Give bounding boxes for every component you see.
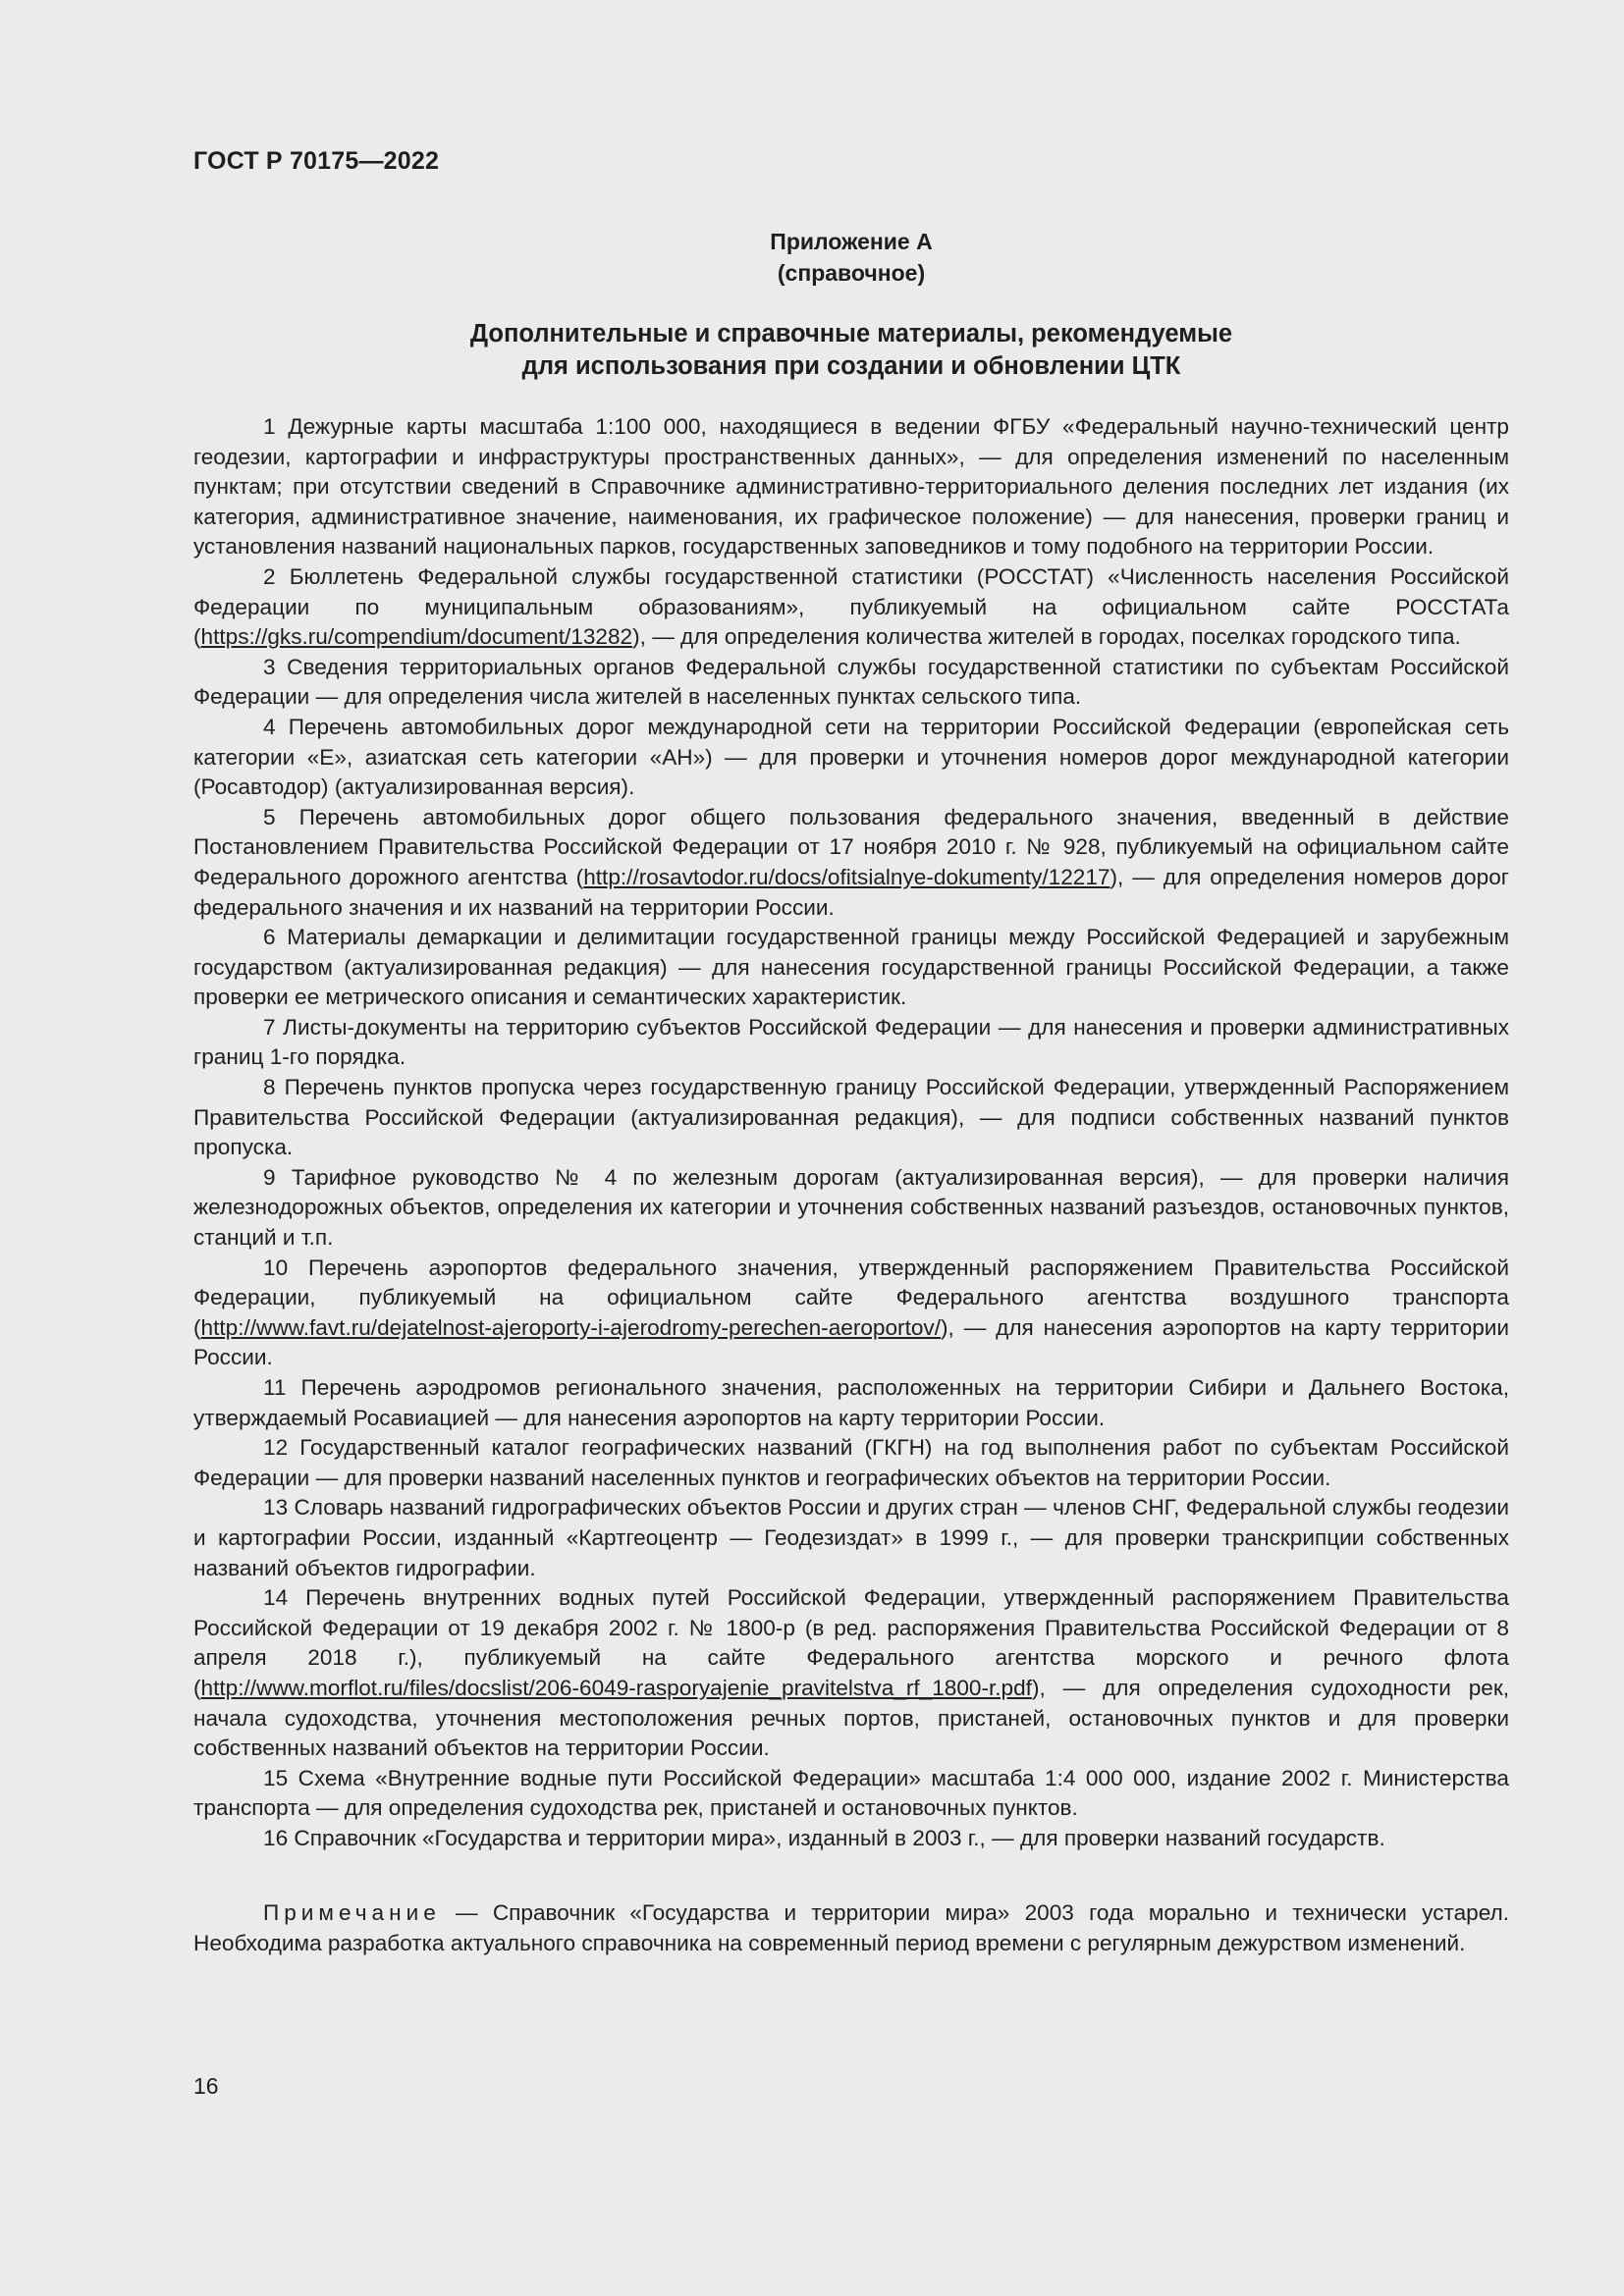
appendix-heading bbox=[193, 226, 1509, 289]
reference-item bbox=[193, 1254, 1509, 1373]
reference-item: 9 Тарифное руководство № 4 по железным дорогам (актуализированная версия), — для проверки наличия железнодорожных объектов, определения их категории и уточнения собственных названий разъездов, остановочных пунктов, станций и т.п. bbox=[193, 1164, 1509, 1251]
reference-item: 3 Сведения территориальных органов Федеральной службы государственной статистики по субъектам Российской Федерации — для определения числа жителей в населенных пунктах сельского типа. bbox=[193, 654, 1509, 710]
document-code: ГОСТ Р 70175—2022 bbox=[193, 147, 440, 175]
note bbox=[193, 1898, 1509, 1958]
reference-link[interactable]: http://www.morflot.ru/files/docslist/206-6049-rasporyajenie_pravitelstva_rf_1800-r.pdf bbox=[200, 1675, 1032, 1700]
appendix-title-line-1: Дополнительные и справочные материалы, рекомендуемые bbox=[469, 320, 1233, 347]
reference-item: 11 Перечень аэродромов регионального значения, расположенных на территории Сибири и Дальнего Востока, утверждаемый Росавиацией — для нанесения аэропортов на карту территории России. bbox=[193, 1375, 1509, 1430]
appendix-title-line-2: для использования при создании и обновлении ЦТК bbox=[521, 352, 1181, 380]
reference-item: 16 Справочник «Государства и территории мира», изданный в 2003 г., — для проверки названий государств. bbox=[263, 1825, 1385, 1850]
reference-item: 8 Перечень пунктов пропуска через государственную границу Российской Федерации, утвержденный Распоряжением Правительства Российской Федерации (актуализированная редакция), — для подписи собственных названий пунктов пропуска. bbox=[193, 1075, 1509, 1160]
reference-item-text: ), — для определения судоходности рек, начала судоходства, уточнения местоположения речных портов, пристаней, остановочных пунктов и для проверки собственных названий объектов на территории России. bbox=[193, 1675, 1509, 1761]
appendix-label: Приложение А bbox=[770, 229, 933, 254]
reference-item-text: 5 Перечень автомобильных дорог общего пользования федерального значения, введенный в действие Постановлением Правительства Российской Федерации от 17 ноября 2010 г. № 928, публикуемый на официальном сайте Федерального дорожного агентства ( bbox=[193, 804, 1509, 889]
note-text: — Справочник «Государства и территории мира» 2003 года морально и технически устарел. Необходима разработка актуального справочника на современный период времени с регулярным дежурством изменений. bbox=[193, 1900, 1509, 1955]
reference-link[interactable]: http://www.favt.ru/dejatelnost-ajeroporty-i-ajerodromy-perechen-aeroportov/ bbox=[200, 1314, 942, 1340]
note-label: Примечание bbox=[263, 1900, 441, 1925]
reference-item bbox=[193, 803, 1509, 923]
reference-link[interactable]: https://gks.ru/compendium/document/13282 bbox=[200, 624, 633, 650]
reference-item bbox=[193, 1583, 1509, 1764]
reference-item: 7 Листы-документы на территорию субъектов Российской Федерации — для нанесения и проверки административных границ 1-го порядка. bbox=[193, 1014, 1509, 1070]
reference-item-text: 2 Бюллетень Федеральной службы государственной статистики (РОССТАТ) «Численность населения Российской Федерации по муниципальным образованиям», публикуемый на официальном сайте РОССТАТа ( bbox=[193, 563, 1509, 650]
appendix-kind: (справочное) bbox=[777, 260, 926, 286]
reference-item-text: ), — для определения номеров дорог федерального значения и их названий на территории России. bbox=[193, 864, 1509, 920]
reference-item-text: 14 Перечень внутренних водных путей Российской Федерации, утвержденный распоряжением Правительства Российской Федерации от 19 декабря 2002 г. № 1800-р (в ред. распоряжения Правительства Российской Федерации от 8 апреля 2018 г.), публикуемый на сайте Федерального агентства морского и речного флота ( bbox=[193, 1585, 1509, 1700]
reference-item: 6 Материалы демаркации и делимитации государственной границы между Российской Федерацией и зарубежным государством (актуализированная редакция) — для нанесения государственной границы Российской Федерации, а также проверки ее метрического описания и семантических характеристик. bbox=[193, 925, 1509, 1010]
reference-item: 1 Дежурные карты масштаба 1:100 000, находящиеся в ведении ФГБУ «Федеральный научно-технический центр геодезии, картографии и инфраструктуры пространственных данных», — для определения изменений по населенным пунктам; при отсутствии сведений в Справочнике административно-территориального деления последних лет издания (их категория, административное значение, наименования, их графическое положение) — для нанесения, проверки границ и установления названий национальных парков, государственных заповедников и тому подобного на территории России. bbox=[193, 414, 1509, 560]
reference-item-text: ), — для нанесения аэропортов на карту территории России. bbox=[193, 1314, 1509, 1370]
reference-item: 13 Словарь названий гидрографических объектов России и других стран — членов СНГ, Федеральной службы геодезии и картографии России, изданный «Картгеоцентр — Геодезиздат» в 1999 г., — для проверки транскрипции собственных названий объектов гидрографии. bbox=[193, 1495, 1509, 1580]
reference-item-text: ), — для определения количества жителей в городах, поселках городского типа. bbox=[632, 624, 1461, 650]
reference-link[interactable]: http://rosavtodor.ru/docs/ofitsialnye-dokumenty/12217 bbox=[583, 864, 1110, 889]
appendix-title bbox=[193, 318, 1509, 383]
reference-item: 12 Государственный каталог географических названий (ГКГН) на год выполнения работ по субъектам Российской Федерации — для проверки названий населенных пунктов и географических объектов на территории России. bbox=[193, 1435, 1509, 1490]
reference-item bbox=[193, 562, 1509, 653]
reference-item-text: 10 Перечень аэропортов федерального значения, утвержденный распоряжением Правительства Российской Федерации, публикуемый на официальном сайте Федерального агентства воздушного транспорта ( bbox=[193, 1255, 1509, 1340]
page-number: 16 bbox=[193, 2073, 219, 2099]
reference-list bbox=[193, 412, 1509, 1854]
reference-item: 4 Перечень автомобильных дорог международной сети на территории Российской Федерации (европейская сеть категории «Е», азиатская сеть категории «АН») — для проверки и уточнения номеров дорог международной категории (Росавтодор) (актуализированная версия). bbox=[193, 714, 1509, 800]
reference-item: 15 Схема «Внутренние водные пути Российской Федерации» масштаба 1:4 000 000, издание 2002 г. Министерства транспорта — для определения судоходства рек, пристаней и остановочных пунктов. bbox=[193, 1765, 1509, 1821]
